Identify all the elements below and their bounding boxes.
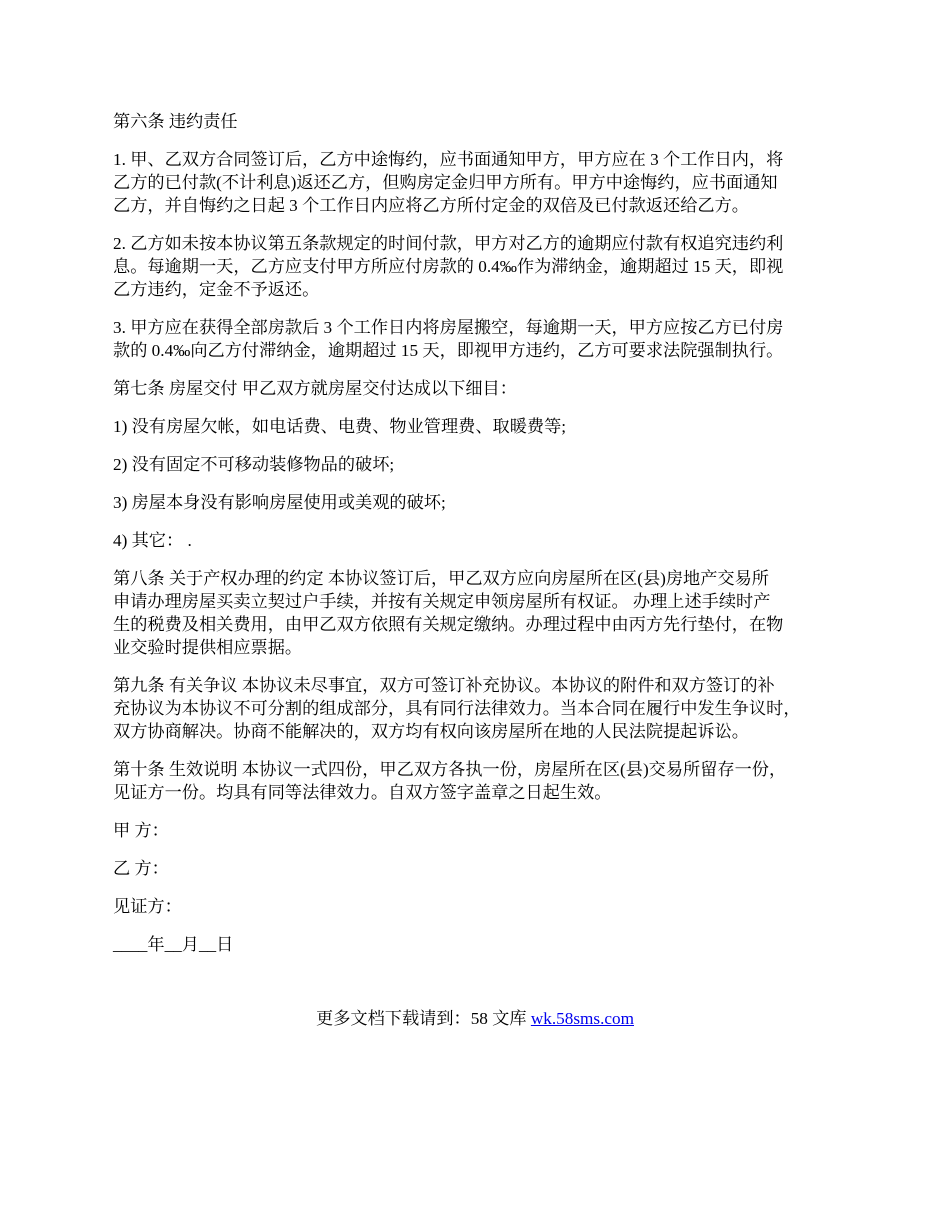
text-line: 第九条 有关争议 本协议未尽事宜，双方可签订补充协议。本协议的附件和双方签订的补: [113, 676, 775, 695]
signature-party-b: [113, 857, 853, 880]
list-item-7-3: [113, 491, 853, 514]
text-line: 甲 方：: [113, 821, 169, 840]
article-8: [113, 567, 853, 659]
text-line: 3. 甲方应在获得全部房款后 3 个工作日内将房屋搬空，每逾期一天，甲方应按乙方已付房: [113, 318, 784, 337]
text-line: 充协议为本协议不可分割的组成部分，具有同行法律效力。当本合同在履行中发生争议时，: [113, 699, 801, 718]
clause-6-2: [113, 232, 853, 301]
text-line: 申请办理房屋买卖立契过户手续，并按有关规定申领房屋所有权证。 办理上述手续时产: [113, 592, 771, 611]
text-line: 乙方的已付款(不计利息)返还乙方，但购房定金归甲方所有。甲方中途悔约，应书面通知: [113, 173, 778, 192]
signature-date: [113, 933, 853, 956]
clause-6-1: [113, 148, 853, 217]
text-line: 第六条 违约责任: [113, 112, 238, 131]
text-line: 2) 没有固定不可移动装修物品的破坏;: [113, 455, 395, 474]
document-body: [113, 110, 853, 971]
list-item-7-1: [113, 415, 853, 438]
text-line: 见证方：: [113, 897, 182, 916]
text-line: 乙方违约，定金不予返还。: [113, 280, 320, 299]
text-line: 2. 乙方如未按本协议第五条款规定的时间付款，甲方对乙方的逾期应付款有权追究违约利: [113, 234, 784, 253]
clause-6-3: [113, 316, 853, 362]
article-7-heading: [113, 377, 853, 400]
text-line: 生的税费及相关费用，由甲乙双方依照有关规定缴纳。办理过程中由丙方先行垫付，在物: [113, 615, 784, 634]
footer-link[interactable]: wk.58sms.com: [530, 1009, 634, 1028]
text-line: 款的 0.4‰向乙方付滞纳金，逾期超过 15 天，即视甲方违约，乙方可要求法院强制执行。: [113, 341, 784, 360]
text-line: 第八条 关于产权办理的约定 本协议签订后，甲乙双方应向房屋所在区(县)房地产交易所: [113, 569, 769, 588]
text-line: 第七条 房屋交付 甲乙双方就房屋交付达成以下细目：: [113, 379, 517, 398]
text-line: 息。每逾期一天，乙方应支付甲方所应付房款的 0.4‰作为滞纳金，逾期超过 15 天，即视: [113, 257, 784, 276]
text-line: ____年__月__日: [113, 935, 234, 954]
text-line: 4) 其它： .: [113, 531, 192, 550]
article-9: [113, 674, 853, 743]
list-item-7-2: [113, 453, 853, 476]
text-line: 乙 方：: [113, 859, 169, 878]
text-line: 乙方，并自悔约之日起 3 个工作日内应将乙方所付定金的双倍及已付款返还给乙方。: [113, 196, 749, 215]
text-line: 第十条 生效说明 本协议一式四份，甲乙双方各执一份，房屋所在区(县)交易所留存一份，: [113, 760, 787, 779]
text-line: 见证方一份。均具有同等法律效力。自双方签字盖章之日起生效。: [113, 783, 612, 802]
signature-witness: [113, 895, 853, 918]
text-line: 1. 甲、乙双方合同签订后，乙方中途悔约，应书面通知甲方，甲方应在 3 个工作日内，将: [113, 150, 784, 169]
text-line: 3) 房屋本身没有影响房屋使用或美观的破坏;: [113, 493, 446, 512]
list-item-7-4: [113, 529, 853, 552]
text-line: 1) 没有房屋欠帐，如电话费、电费、物业管理费、取暖费等;: [113, 417, 567, 436]
footer-text: 更多文档下载请到：58 文库: [316, 1009, 531, 1028]
signature-party-a: [113, 819, 853, 842]
download-footer: [0, 1007, 950, 1030]
article-6-heading: [113, 110, 853, 133]
article-10: [113, 758, 853, 804]
text-line: 业交验时提供相应票据。: [113, 638, 303, 657]
text-line: 双方协商解决。协商不能解决的，双方均有权向该房屋所在地的人民法院提起诉讼。: [113, 722, 749, 741]
